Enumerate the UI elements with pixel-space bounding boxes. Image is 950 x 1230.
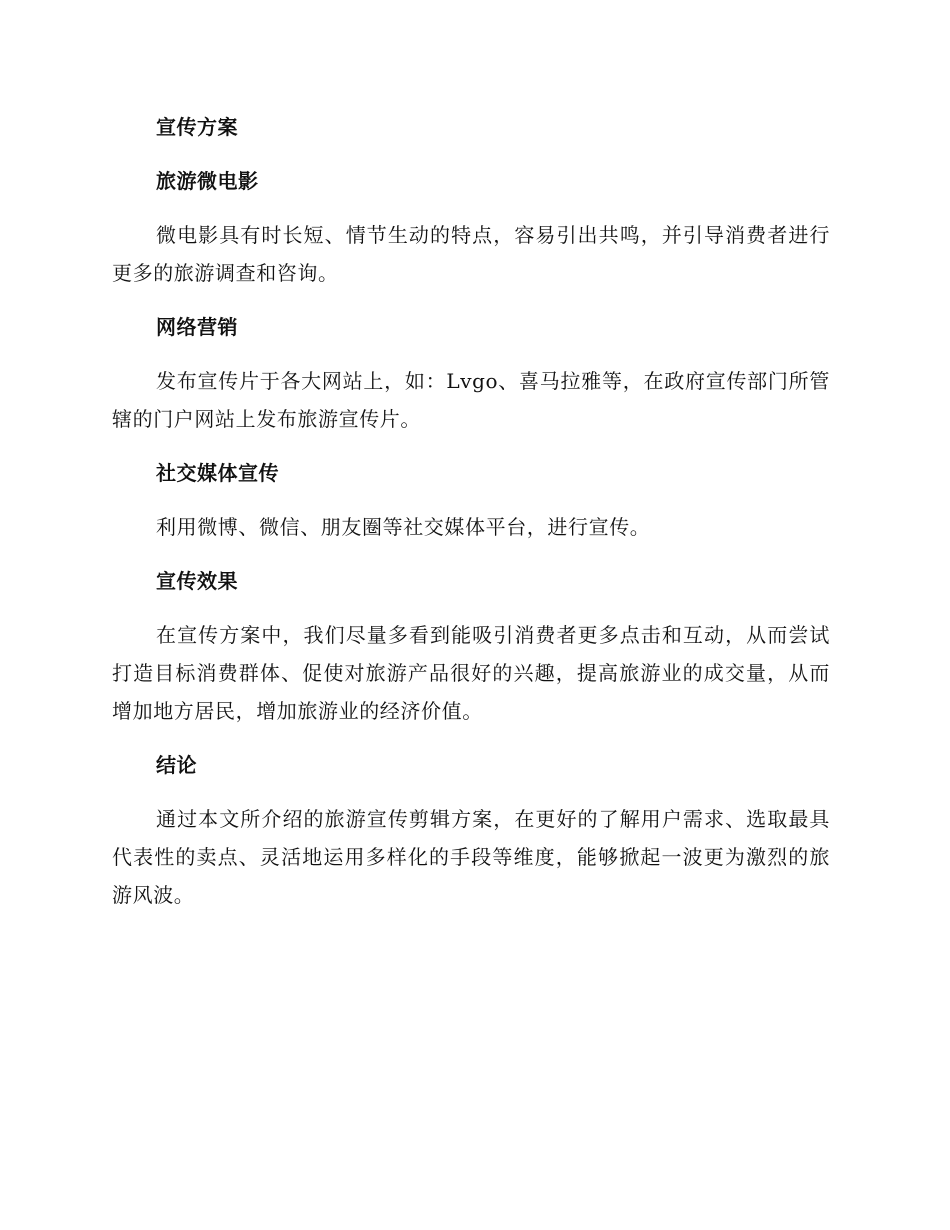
heading-promotion-effect: 宣传效果 (156, 569, 238, 593)
paragraph-micro-film: 微电影具有时长短、情节生动的特点，容易引出共鸣，并引导消费者进行更多的旅游调查和咨询。 (112, 223, 830, 285)
paragraph-conclusion: 通过本文所介绍的旅游宣传剪辑方案，在更好的了解用户需求、选取最具代表性的卖点、灵活地运用多样化的手段等维度，能够掀起一波更为激烈的旅游风波。 (112, 807, 830, 907)
heading-promotion-plan: 宣传方案 (156, 115, 238, 139)
heading-conclusion: 结论 (156, 753, 197, 777)
document-body (112, 108, 830, 930)
paragraph-online-marketing: 发布宣传片于各大网站上，如：Lvgo、喜马拉雅等，在政府宣传部门所管辖的门户网站上发布旅游宣传片。 (112, 369, 830, 431)
paragraph-social-media: 利用微博、微信、朋友圈等社交媒体平台，进行宣传。 (156, 515, 651, 539)
heading-social-media: 社交媒体宣传 (156, 461, 279, 485)
heading-online-marketing: 网络营销 (156, 315, 238, 339)
paragraph-promotion-effect: 在宣传方案中，我们尽量多看到能吸引消费者更多点击和互动，从而尝试打造目标消费群体、促使对旅游产品很好的兴趣，提高旅游业的成交量，从而增加地方居民，增加旅游业的经济价值。 (112, 623, 830, 723)
heading-micro-film: 旅游微电影 (156, 169, 259, 193)
